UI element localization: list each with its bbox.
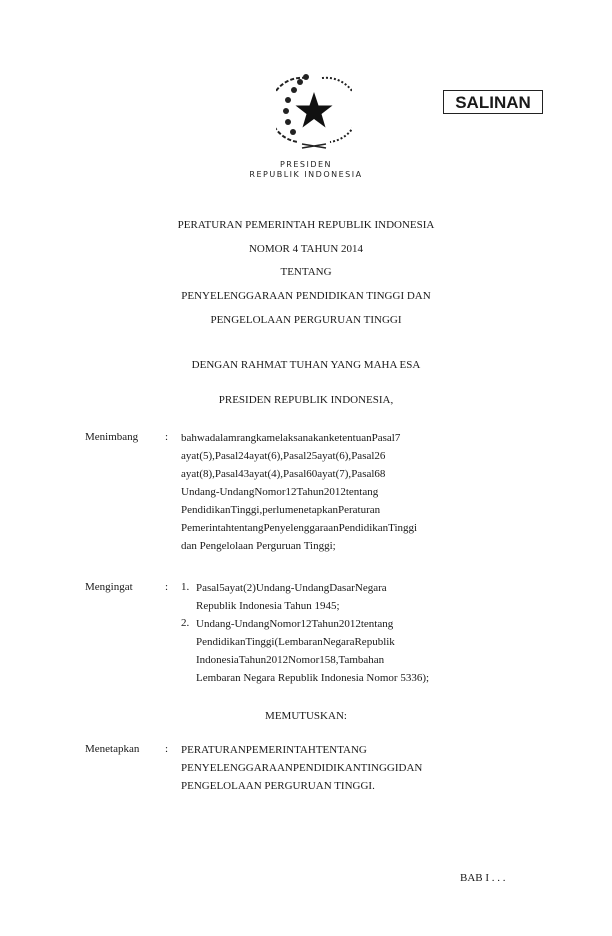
mengingat-label: Mengingat xyxy=(85,581,133,593)
salinan-stamp: SALINAN xyxy=(443,90,543,114)
menetapkan-label: Menetapkan xyxy=(85,743,140,755)
menetapkan-line: PERATURANPEMERINTAHTENTANG xyxy=(181,744,367,756)
menetapkan-text xyxy=(181,741,527,795)
menimbang-line: PemerintahtentangPenyelenggaraanPendidikanTinggi xyxy=(181,522,418,534)
mengingat-item-1-number: 1. xyxy=(181,581,190,593)
memutuskan-heading: MEMUTUSKAN: xyxy=(265,710,347,722)
title-line-2: NOMOR 4 TAHUN 2014 xyxy=(248,243,364,255)
menimbang-line: PendidikanTinggi,perlumenetapkanPeraturan xyxy=(181,504,381,516)
mengingat-line: PendidikanTinggi(LembaranNegaraRepublik xyxy=(196,636,395,648)
issuer-line-1: PRESIDEN xyxy=(279,160,333,169)
menimbang-line: bahwadalamrangkamelaksanakanketentuanPasal7 xyxy=(181,432,401,444)
mengingat-item-1 xyxy=(196,579,527,615)
mengingat-item-2 xyxy=(196,615,527,687)
preamble-line-2: PRESIDEN REPUBLIK INDONESIA, xyxy=(218,394,394,406)
menimbang-text xyxy=(181,429,527,555)
continuation-marker: BAB I . . . xyxy=(460,872,506,884)
mengingat-line: Republik Indonesia Tahun 1945; xyxy=(196,600,340,612)
menimbang-line: dan Pengelolaan Perguruan Tinggi; xyxy=(181,540,336,552)
menimbang-line: Undang-UndangNomor12Tahun2012tentang xyxy=(181,486,379,498)
title-line-3: TENTANG xyxy=(280,266,332,278)
mengingat-colon: : xyxy=(165,581,169,593)
title-line-1: PERATURAN PEMERINTAH REPUBLIK INDONESIA xyxy=(177,219,435,231)
title-line-4: PENYELENGGARAAN PENDIDIKAN TINGGI DAN xyxy=(181,290,431,302)
menetapkan-line: PENYELENGGARAANPENDIDIKANTINGGIDAN xyxy=(181,762,423,774)
issuer-line-2: REPUBLIK INDONESIA xyxy=(249,170,363,179)
preamble-line-1: DENGAN RAHMAT TUHAN YANG MAHA ESA xyxy=(191,359,421,371)
mengingat-item-2-number: 2. xyxy=(181,617,190,629)
menimbang-line: ayat(8),Pasal43ayat(4),Pasal60ayat(7),Pasal68 xyxy=(181,468,386,480)
menimbang-colon: : xyxy=(165,431,169,443)
mengingat-line: IndonesiaTahun2012Nomor158,Tambahan xyxy=(196,654,385,666)
menetapkan-line: PENGELOLAAN PERGURUAN TINGGI. xyxy=(181,780,375,792)
menimbang-label: Menimbang xyxy=(85,431,139,443)
mengingat-line: Lembaran Negara Republik Indonesia Nomor 5336); xyxy=(196,672,430,684)
menetapkan-colon: : xyxy=(165,743,169,755)
mengingat-line: Pasal5ayat(2)Undang-UndangDasarNegara xyxy=(196,582,387,594)
mengingat-line: Undang-UndangNomor12Tahun2012tentang xyxy=(196,618,394,630)
menimbang-line: ayat(5),Pasal24ayat(6),Pasal25ayat(6),Pasal26 xyxy=(181,450,386,462)
title-line-5: PENGELOLAAN PERGURUAN TINGGI xyxy=(210,314,402,326)
garuda-star-emblem-icon xyxy=(276,70,352,150)
